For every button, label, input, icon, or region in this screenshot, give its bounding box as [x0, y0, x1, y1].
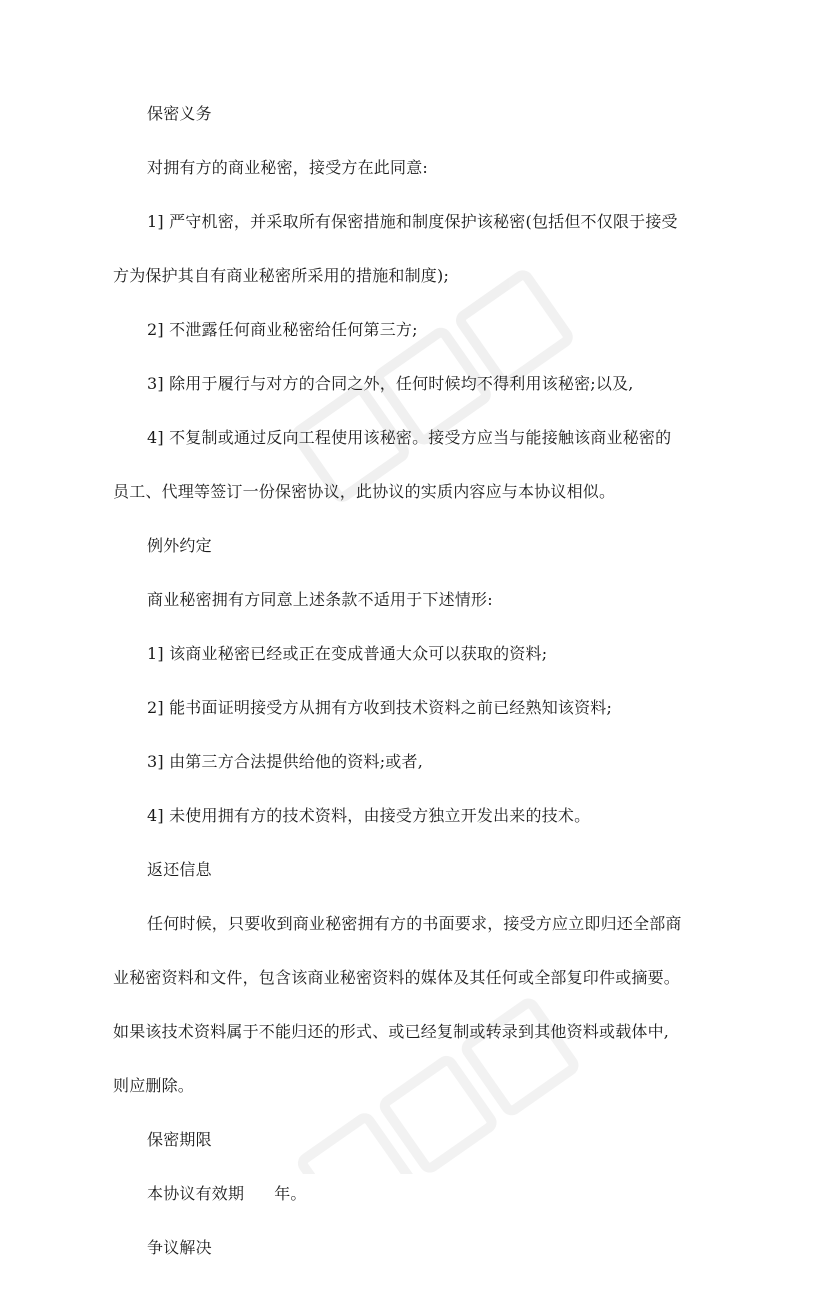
document-body: [113, 104, 713, 1292]
exception-4: 4] 未使用拥有方的技术资料，由接受方独立开发出来的技术。: [147, 806, 591, 825]
section-heading-term: 保密期限: [147, 1130, 212, 1149]
return-para-line-2: 业秘密资料和文件，包含该商业秘密资料的媒体及其任何或全部复印件或摘要。: [113, 968, 681, 987]
term-line: [113, 1184, 713, 1204]
return-para-line-1: 任何时候，只要收到商业秘密拥有方的书面要求，接受方应立即归还全部商: [147, 914, 682, 933]
term-label: 本协议有效期: [147, 1184, 245, 1203]
exception-2: 2] 能书面证明接受方从拥有方收到技术资料之前已经熟知该资料;: [147, 698, 613, 717]
clause-3: 3] 除用于履行与对方的合同之外，任何时候均不得利用该秘密;以及,: [147, 374, 634, 393]
section-heading-confidentiality: 保密义务: [147, 104, 212, 123]
clause-1-line-2: 方为保护其自有商业秘密所采用的措施和制度);: [113, 266, 450, 285]
return-para-line-3: 如果该技术资料属于不能归还的形式、或已经复制或转录到其他资料或载体中,: [113, 1022, 670, 1041]
return-para-line-4: 则应删除。: [113, 1076, 195, 1095]
term-unit: 年。: [274, 1184, 307, 1203]
paragraph: 商业秘密拥有方同意上述条款不适用于下述情形:: [147, 590, 493, 609]
exception-1: 1] 该商业秘密已经或正在变成普通大众可以获取的资料;: [147, 644, 548, 663]
clause-1-line-1: 1] 严守机密，并采取所有保密措施和制度保护该秘密(包括但不仅限于接受: [147, 212, 678, 231]
section-heading-exceptions: 例外约定: [147, 536, 212, 555]
clause-4-line-1: 4] 不复制或通过反向工程使用该秘密。接受方应当与能接触该商业秘密的: [147, 428, 672, 447]
section-heading-dispute: 争议解决: [147, 1238, 212, 1257]
clause-4-line-2: 员工、代理等签订一份保密协议，此协议的实质内容应与本协议相似。: [113, 482, 616, 501]
paragraph: 对拥有方的商业秘密，接受方在此同意:: [147, 158, 428, 177]
exception-3: 3] 由第三方合法提供给他的资料;或者,: [147, 752, 423, 771]
clause-2: 2] 不泄露任何商业秘密给任何第三方;: [147, 320, 418, 339]
section-heading-return-info: 返还信息: [147, 860, 212, 879]
